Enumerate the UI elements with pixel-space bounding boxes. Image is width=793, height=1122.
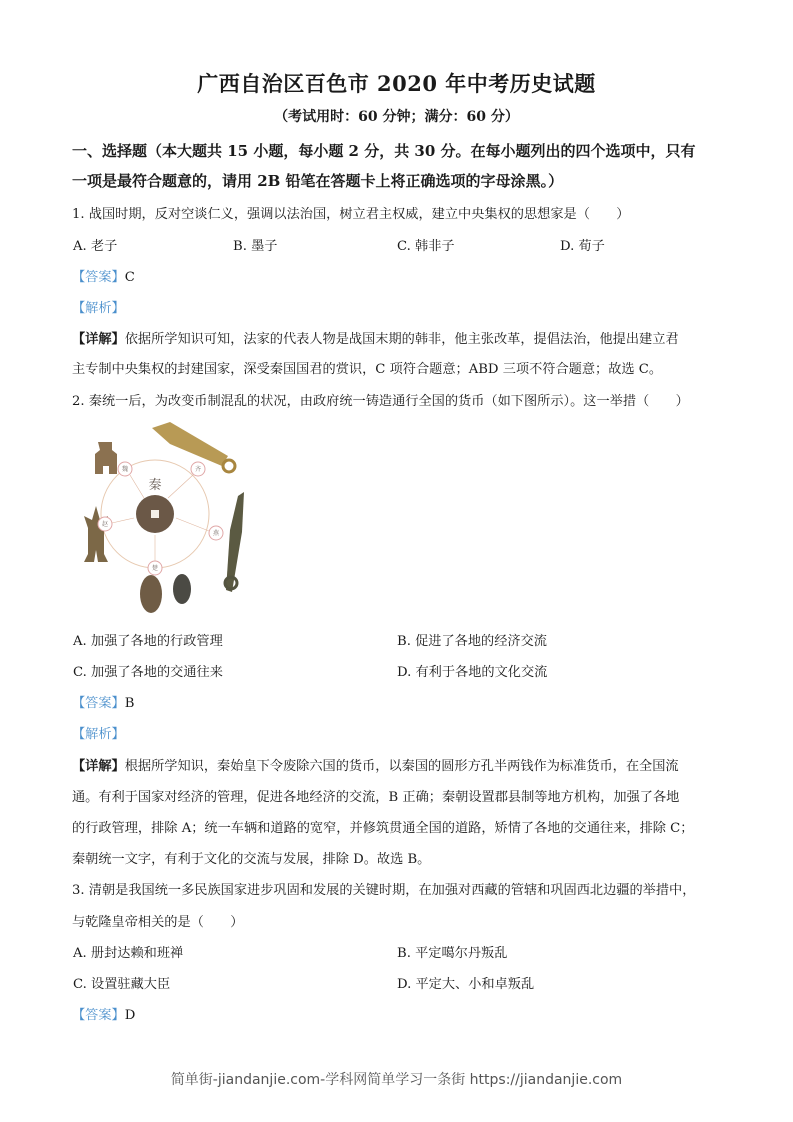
exam-info: （考试用时：60 分钟；满分：60 分） (274, 109, 519, 125)
option-d: D. 有利于各地的文化交流 (397, 665, 548, 680)
answer-value: B (124, 696, 135, 711)
answer-value: D (124, 1008, 136, 1023)
answer-label: 【答案】 (72, 696, 125, 711)
page-title: 广西自治区百色市 2020 年中考历史试题 (197, 71, 596, 96)
option-c: C. 加强了各地的交通往来 (73, 665, 223, 680)
detail-text: 的行政管理，排除 A；统一车辆和道路的宽窄，并修筑贯通全国的道路，矫情了各地的交通往来，排除 C； (72, 821, 694, 836)
coin-unification-figure (68, 418, 258, 614)
detail-line (72, 755, 679, 774)
section-heading-line-2: 一项是最符合题意的，请用 2B 铅笔在答题卡上将正确选项的字母涂黑。） (72, 172, 564, 190)
answer-label: 【答案】 (72, 270, 125, 285)
detail-text: 秦朝统一文字，有利于文化的交流与发展，排除 D。故选 B。 (72, 852, 431, 867)
option-c: C. 韩非子 (397, 239, 455, 254)
option-b: B. 墨子 (233, 239, 278, 254)
option-a: A. 加强了各地的行政管理 (73, 634, 223, 649)
option-d: D. 荀子 (560, 239, 605, 254)
currency-diagram-icon (68, 418, 258, 614)
detail-label: 【详解】 (72, 759, 125, 774)
option-b: B. 促进了各地的经济交流 (397, 634, 547, 649)
question-stem: 3. 清朝是我国统一多民族国家进步巩固和发展的关键时期，在加强对西藏的管辖和巩固西北边疆的举措中， (72, 883, 696, 898)
answer-label: 【答案】 (72, 1008, 125, 1023)
detail-text: 依据所学知识可知，法家的代表人物是战国末期的韩非，他主张改革，提倡法治，他提出建立君 (124, 332, 679, 347)
state-label: 赵 (101, 521, 109, 528)
state-label: 楚 (151, 565, 159, 572)
answer-value: C (124, 270, 135, 285)
section-heading-line-1: 一、选择题（本大题共 15 小题，每小题 2 分，共 30 分。在每小题列出的四个选项中，只有 (72, 142, 696, 160)
state-label: 燕 (212, 530, 220, 537)
detail-text: 通。有利于国家对经济的管理，促进各地经济的交流，B 正确；秦朝设置郡县制等地方机构，加强了各地 (72, 790, 680, 805)
detail-text: 根据所学知识，秦始皇下令废除六国的货币，以秦国的圆形方孔半两钱作为标准货币，在全国流 (124, 759, 679, 774)
option-c: C. 设置驻藏大臣 (73, 977, 171, 992)
answer-line (72, 266, 135, 285)
analysis-label: 【解析】 (72, 727, 125, 742)
footer-watermark: 简单街-jiandanjie.com-学科网简单学习一条街 https://jiandanjie.com (170, 1072, 623, 1088)
state-label: 魏 (121, 466, 129, 473)
detail-label: 【详解】 (72, 332, 125, 347)
detail-text: 主专制中央集权的封建国家，深受秦国国君的赏识，C 项符合题意；ABD 三项不符合题意；故选 C。 (72, 362, 663, 377)
question-stem: 2. 秦统一后，为改变币制混乱的状况，由政府统一铸造通行全国的货币（如下图所示）。这一举措（ ） (72, 394, 689, 409)
question-stem: 与乾隆皇帝相关的是（ ） (72, 915, 244, 930)
analysis-label: 【解析】 (72, 301, 125, 316)
detail-line (72, 328, 679, 347)
question-stem: 1. 战国时期，反对空谈仁义，强调以法治国，树立君主权威，建立中央集权的思想家是（ ） (72, 207, 630, 222)
option-a: A. 册封达赖和班禅 (73, 946, 184, 961)
answer-line (72, 692, 134, 711)
state-label: 齐 (194, 466, 202, 473)
option-a: A. 老子 (73, 239, 118, 254)
option-b: B. 平定噶尔丹叛乱 (397, 946, 508, 961)
answer-line (72, 1004, 135, 1023)
option-d: D. 平定大、小和卓叛乱 (397, 977, 535, 992)
center-state-label: 秦 (148, 478, 162, 493)
